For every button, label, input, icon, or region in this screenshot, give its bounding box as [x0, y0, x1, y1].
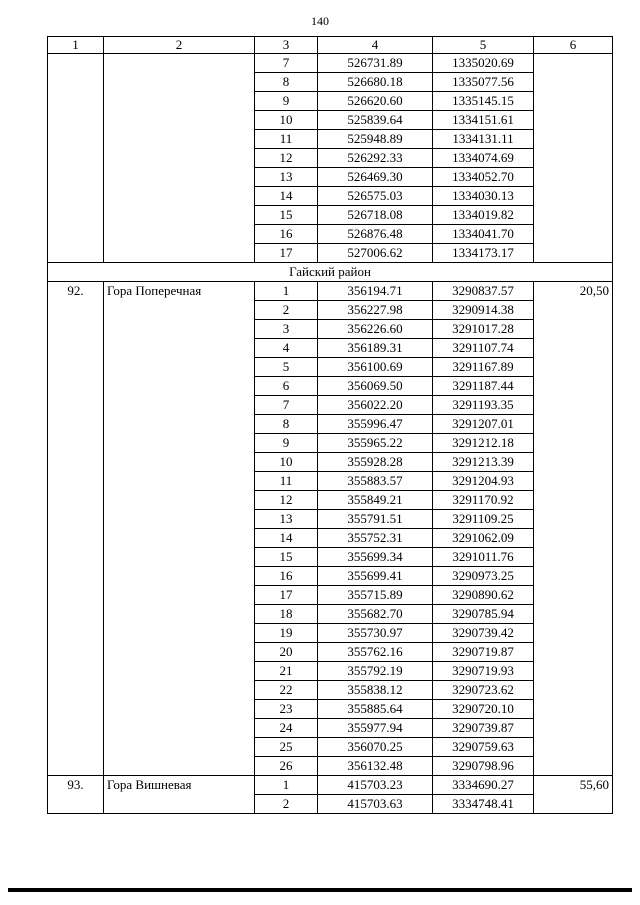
y-coordinate-cell: 3291017.28 [433, 320, 534, 339]
x-coordinate-cell: 527006.62 [318, 244, 433, 263]
point-number-cell: 3 [255, 320, 318, 339]
y-coordinate-cell: 1334052.70 [433, 168, 534, 187]
point-number-cell: 8 [255, 415, 318, 434]
y-coordinate-cell: 3291204.93 [433, 472, 534, 491]
point-number-cell: 7 [255, 54, 318, 73]
point-number-cell: 16 [255, 567, 318, 586]
y-coordinate-cell: 1334041.70 [433, 225, 534, 244]
y-coordinate-cell: 1334151.61 [433, 111, 534, 130]
x-coordinate-cell: 526620.60 [318, 92, 433, 111]
x-coordinate-cell: 355996.47 [318, 415, 433, 434]
x-coordinate-cell: 356069.50 [318, 377, 433, 396]
object-name-cell [104, 54, 255, 263]
x-coordinate-cell: 355849.21 [318, 491, 433, 510]
area-cell: 55,60 [534, 776, 613, 814]
point-number-cell: 19 [255, 624, 318, 643]
y-coordinate-cell: 3291193.35 [433, 396, 534, 415]
x-coordinate-cell: 356132.48 [318, 757, 433, 776]
object-number-cell: 92. [48, 282, 104, 776]
point-number-cell: 2 [255, 301, 318, 320]
y-coordinate-cell: 3290759.63 [433, 738, 534, 757]
x-coordinate-cell: 356022.20 [318, 396, 433, 415]
y-coordinate-cell: 1335145.15 [433, 92, 534, 111]
point-number-cell: 13 [255, 168, 318, 187]
point-number-cell: 14 [255, 187, 318, 206]
table-row [48, 54, 613, 73]
point-number-cell: 1 [255, 282, 318, 301]
y-coordinate-cell: 3291207.01 [433, 415, 534, 434]
point-number-cell: 21 [255, 662, 318, 681]
y-coordinate-cell: 1334173.17 [433, 244, 534, 263]
region-row [48, 263, 613, 282]
header-cell: 3 [255, 37, 318, 54]
x-coordinate-cell: 355752.31 [318, 529, 433, 548]
x-coordinate-cell: 355885.64 [318, 700, 433, 719]
y-coordinate-cell: 3291109.25 [433, 510, 534, 529]
x-coordinate-cell: 355699.41 [318, 567, 433, 586]
header-cell: 1 [48, 37, 104, 54]
point-number-cell: 2 [255, 795, 318, 814]
x-coordinate-cell: 355977.94 [318, 719, 433, 738]
point-number-cell: 1 [255, 776, 318, 795]
y-coordinate-cell: 3290890.62 [433, 586, 534, 605]
point-number-cell: 11 [255, 472, 318, 491]
y-coordinate-cell: 3290719.93 [433, 662, 534, 681]
y-coordinate-cell: 3291062.09 [433, 529, 534, 548]
y-coordinate-cell: 3290973.25 [433, 567, 534, 586]
point-number-cell: 6 [255, 377, 318, 396]
point-number-cell: 15 [255, 548, 318, 567]
x-coordinate-cell: 355715.89 [318, 586, 433, 605]
area-cell [534, 54, 613, 263]
x-coordinate-cell: 355762.16 [318, 643, 433, 662]
point-number-cell: 25 [255, 738, 318, 757]
y-coordinate-cell: 1335077.56 [433, 73, 534, 92]
y-coordinate-cell: 1334030.13 [433, 187, 534, 206]
header-cell: 5 [433, 37, 534, 54]
point-number-cell: 16 [255, 225, 318, 244]
object-name-cell: Гора Поперечная [104, 282, 255, 776]
y-coordinate-cell: 3291213.39 [433, 453, 534, 472]
point-number-cell: 26 [255, 757, 318, 776]
y-coordinate-cell: 3291167.89 [433, 358, 534, 377]
x-coordinate-cell: 355730.97 [318, 624, 433, 643]
y-coordinate-cell: 3290739.42 [433, 624, 534, 643]
bottom-rule [8, 888, 632, 892]
point-number-cell: 10 [255, 453, 318, 472]
table-row [48, 776, 613, 795]
y-coordinate-cell: 3290723.62 [433, 681, 534, 700]
point-number-cell: 12 [255, 491, 318, 510]
x-coordinate-cell: 526575.03 [318, 187, 433, 206]
x-coordinate-cell: 526876.48 [318, 225, 433, 244]
point-number-cell: 14 [255, 529, 318, 548]
y-coordinate-cell: 3290739.87 [433, 719, 534, 738]
y-coordinate-cell: 3334690.27 [433, 776, 534, 795]
x-coordinate-cell: 526718.08 [318, 206, 433, 225]
point-number-cell: 10 [255, 111, 318, 130]
x-coordinate-cell: 525948.89 [318, 130, 433, 149]
point-number-cell: 17 [255, 586, 318, 605]
point-number-cell: 9 [255, 92, 318, 111]
y-coordinate-cell: 3290798.96 [433, 757, 534, 776]
y-coordinate-cell: 3290785.94 [433, 605, 534, 624]
x-coordinate-cell: 355699.34 [318, 548, 433, 567]
point-number-cell: 7 [255, 396, 318, 415]
point-number-cell: 17 [255, 244, 318, 263]
table-body [48, 37, 613, 814]
object-number-cell: 93. [48, 776, 104, 814]
x-coordinate-cell: 356194.71 [318, 282, 433, 301]
point-number-cell: 18 [255, 605, 318, 624]
point-number-cell: 5 [255, 358, 318, 377]
y-coordinate-cell: 3290719.87 [433, 643, 534, 662]
x-coordinate-cell: 355682.70 [318, 605, 433, 624]
x-coordinate-cell: 356227.98 [318, 301, 433, 320]
y-coordinate-cell: 1334131.11 [433, 130, 534, 149]
header-row [48, 37, 613, 54]
x-coordinate-cell: 355791.51 [318, 510, 433, 529]
y-coordinate-cell: 3290837.57 [433, 282, 534, 301]
point-number-cell: 22 [255, 681, 318, 700]
point-number-cell: 20 [255, 643, 318, 662]
x-coordinate-cell: 526292.33 [318, 149, 433, 168]
header-cell: 2 [104, 37, 255, 54]
x-coordinate-cell: 355883.57 [318, 472, 433, 491]
header-cell: 6 [534, 37, 613, 54]
x-coordinate-cell: 356070.25 [318, 738, 433, 757]
point-number-cell: 9 [255, 434, 318, 453]
object-number-cell [48, 54, 104, 263]
table-row [48, 282, 613, 301]
point-number-cell: 4 [255, 339, 318, 358]
y-coordinate-cell: 3291212.18 [433, 434, 534, 453]
x-coordinate-cell: 356189.31 [318, 339, 433, 358]
point-number-cell: 23 [255, 700, 318, 719]
x-coordinate-cell: 356100.69 [318, 358, 433, 377]
y-coordinate-cell: 3291011.76 [433, 548, 534, 567]
page-number: 140 [311, 14, 329, 28]
point-number-cell: 12 [255, 149, 318, 168]
y-coordinate-cell: 3290720.10 [433, 700, 534, 719]
header-cell: 4 [318, 37, 433, 54]
point-number-cell: 8 [255, 73, 318, 92]
y-coordinate-cell: 3291107.74 [433, 339, 534, 358]
point-number-cell: 15 [255, 206, 318, 225]
x-coordinate-cell: 526731.89 [318, 54, 433, 73]
x-coordinate-cell: 355965.22 [318, 434, 433, 453]
y-coordinate-cell: 1335020.69 [433, 54, 534, 73]
x-coordinate-cell: 355838.12 [318, 681, 433, 700]
x-coordinate-cell: 415703.63 [318, 795, 433, 814]
region-title: Гайский район [48, 263, 613, 282]
x-coordinate-cell: 355928.28 [318, 453, 433, 472]
x-coordinate-cell: 355792.19 [318, 662, 433, 681]
x-coordinate-cell: 415703.23 [318, 776, 433, 795]
object-name-cell: Гора Вишневая [104, 776, 255, 814]
y-coordinate-cell: 3291170.92 [433, 491, 534, 510]
x-coordinate-cell: 525839.64 [318, 111, 433, 130]
y-coordinate-cell: 3334748.41 [433, 795, 534, 814]
x-coordinate-cell: 526680.18 [318, 73, 433, 92]
x-coordinate-cell: 526469.30 [318, 168, 433, 187]
point-number-cell: 11 [255, 130, 318, 149]
y-coordinate-cell: 3290914.38 [433, 301, 534, 320]
area-cell: 20,50 [534, 282, 613, 776]
point-number-cell: 24 [255, 719, 318, 738]
coordinates-table [47, 36, 613, 814]
y-coordinate-cell: 1334019.82 [433, 206, 534, 225]
point-number-cell: 13 [255, 510, 318, 529]
y-coordinate-cell: 3291187.44 [433, 377, 534, 396]
y-coordinate-cell: 1334074.69 [433, 149, 534, 168]
x-coordinate-cell: 356226.60 [318, 320, 433, 339]
